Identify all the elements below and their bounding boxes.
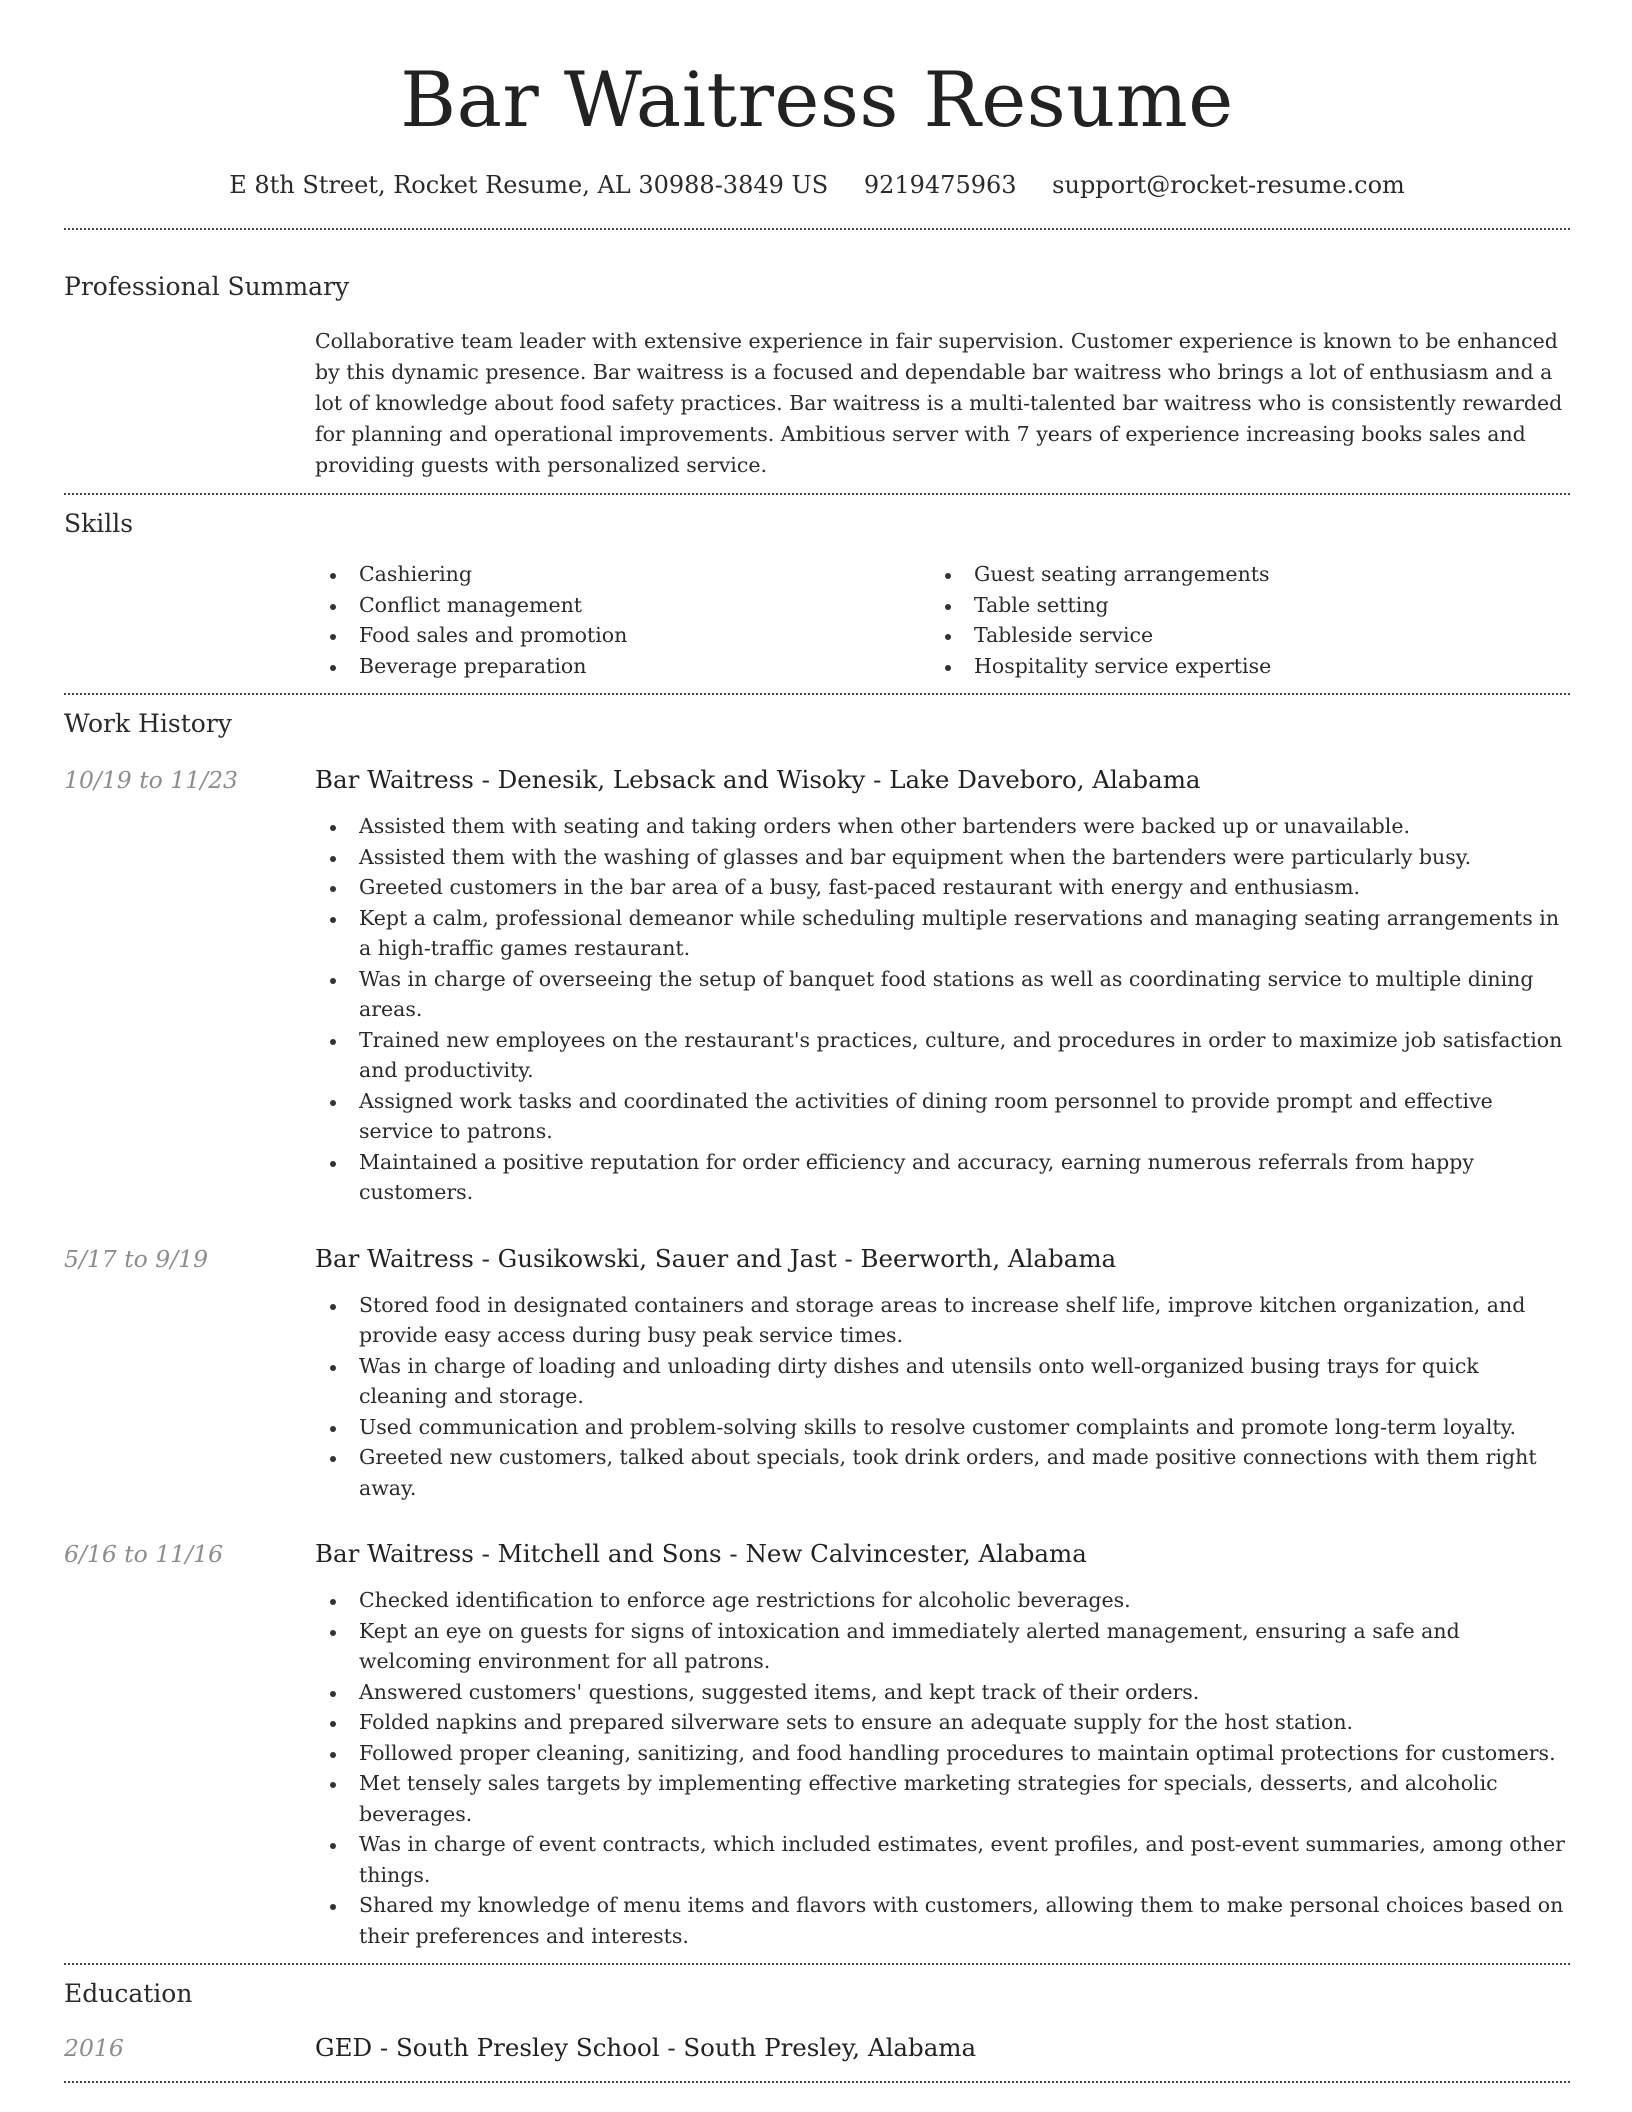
job-bullets bbox=[315, 811, 1570, 1208]
job-body bbox=[315, 1537, 1570, 1963]
job-bullet: Trained new employees on the restaurant's practices, culture, and procedures in order to maximize job satisfaction and productivity. bbox=[315, 1025, 1570, 1086]
summary-text: Collaborative team leader with extensive experience in fair supervision. Customer experience is known to be enhanced by this dynamic presence. Bar waitress is a focused and dependable bar waitress who brings a lot of enthusiasm and a lot of knowledge about food safety practices. Bar waitress is a multi-talented bar waitress who is consistently rewarded for planning and operational improvements. Ambitious server with 7 years of experience increasing books sales and providing guests with personalized service. bbox=[315, 329, 1563, 477]
divider bbox=[64, 493, 1570, 495]
contact-address: E 8th Street, Rocket Resume, AL 30988-3849 US bbox=[229, 171, 829, 199]
contact-email: support@rocket-resume.com bbox=[1052, 171, 1405, 199]
job-bullet: Was in charge of overseeing the setup of banquet food stations as well as coordinating service to multiple dining areas. bbox=[315, 964, 1570, 1025]
skill-item: Table setting bbox=[930, 590, 1545, 621]
job-header: Bar Waitress - Mitchell and Sons - New Calvincester, Alabama bbox=[315, 1539, 1087, 1568]
job-bullet: Answered customers' questions, suggested items, and kept track of their orders. bbox=[315, 1677, 1570, 1708]
contact-line bbox=[64, 168, 1570, 202]
contact-phone: 9219475963 bbox=[863, 171, 1017, 199]
resume-title: Bar Waitress Resume bbox=[400, 55, 1234, 144]
job-date: 10/19 to 11/23 bbox=[64, 766, 238, 794]
skill-item: Food sales and promotion bbox=[315, 620, 930, 651]
section-title-work: Work History bbox=[64, 709, 232, 738]
job-bullet: Was in charge of loading and unloading dirty dishes and utensils onto well-organized busing trays for quick cleaning and storage. bbox=[315, 1351, 1570, 1412]
skill-item: Tableside service bbox=[930, 620, 1545, 651]
job-bullet: Maintained a positive reputation for order efficiency and accuracy, earning numerous referrals from happy customers. bbox=[315, 1147, 1570, 1208]
job-bullet: Greeted new customers, talked about specials, took drink orders, and made positive connections with them right away. bbox=[315, 1442, 1570, 1503]
job-header: Bar Waitress - Denesik, Lebsack and Wisoky - Lake Daveboro, Alabama bbox=[315, 765, 1201, 794]
skill-item: Conflict management bbox=[315, 590, 930, 621]
job-body bbox=[315, 1242, 1570, 1504]
skill-item: Beverage preparation bbox=[315, 651, 930, 682]
job-bullet: Followed proper cleaning, sanitizing, and food handling procedures to maintain optimal protections for customers. bbox=[315, 1738, 1570, 1769]
education-header: GED - South Presley School - South Presley, Alabama bbox=[315, 2033, 977, 2062]
job-bullets bbox=[315, 1585, 1570, 1951]
education-entry bbox=[64, 2031, 1570, 2065]
job-bullet: Met tensely sales targets by implementing effective marketing strategies for specials, desserts, and alcoholic beverages. bbox=[315, 1768, 1570, 1829]
job-bullet: Was in charge of event contracts, which included estimates, event profiles, and post-event summaries, among other things. bbox=[315, 1829, 1570, 1890]
divider bbox=[64, 693, 1570, 695]
education-date: 2016 bbox=[64, 2034, 124, 2062]
job-bullet: Assigned work tasks and coordinated the activities of dining room personnel to provide prompt and effective service to patrons. bbox=[315, 1086, 1570, 1147]
skill-item: Guest seating arrangements bbox=[930, 559, 1545, 590]
job-entry bbox=[64, 763, 1570, 1208]
education-body bbox=[315, 2031, 1570, 2065]
skills-column-left bbox=[315, 559, 930, 681]
job-bullet: Checked identification to enforce age restrictions for alcoholic beverages. bbox=[315, 1585, 1570, 1616]
job-bullet: Assisted them with seating and taking orders when other bartenders were backed up or unavailable. bbox=[315, 811, 1570, 842]
job-bullet: Stored food in designated containers and storage areas to increase shelf life, improve kitchen organization, and provide easy access during busy peak service times. bbox=[315, 1290, 1570, 1351]
job-bullet: Kept a calm, professional demeanor while scheduling multiple reservations and managing seating arrangements in a high-traffic games restaurant. bbox=[315, 903, 1570, 964]
job-date: 6/16 to 11/16 bbox=[64, 1540, 224, 1568]
section-title-education: Education bbox=[64, 1979, 193, 2008]
skill-item: Cashiering bbox=[315, 559, 930, 590]
job-bullet: Folded napkins and prepared silverware sets to ensure an adequate supply for the host station. bbox=[315, 1707, 1570, 1738]
divider bbox=[64, 228, 1570, 230]
resume-page bbox=[64, 0, 1570, 2083]
skills-list bbox=[315, 559, 1570, 681]
job-body bbox=[315, 763, 1570, 1208]
job-bullet: Used communication and problem-solving skills to resolve customer complaints and promote long-term loyalty. bbox=[315, 1412, 1570, 1443]
skill-item: Hospitality service expertise bbox=[930, 651, 1545, 682]
job-bullet: Greeted customers in the bar area of a busy, fast-paced restaurant with energy and enthusiasm. bbox=[315, 872, 1570, 903]
section-title-skills: Skills bbox=[64, 509, 134, 538]
divider bbox=[64, 2081, 1570, 2083]
divider bbox=[64, 1963, 1570, 1965]
section-title-summary: Professional Summary bbox=[64, 272, 350, 301]
job-entry bbox=[64, 1537, 1570, 1963]
job-bullet: Kept an eye on guests for signs of intoxication and immediately alerted management, ensuring a safe and welcoming environment for all patrons. bbox=[315, 1616, 1570, 1677]
job-bullets bbox=[315, 1290, 1570, 1504]
job-bullet: Shared my knowledge of menu items and flavors with customers, allowing them to make personal choices based on their preferences and interests. bbox=[315, 1890, 1570, 1951]
job-date: 5/17 to 9/19 bbox=[64, 1244, 209, 1273]
skills-column-right bbox=[930, 559, 1545, 681]
job-header: Bar Waitress - Gusikowski, Sauer and Jast - Beerworth, Alabama bbox=[315, 1243, 1117, 1273]
job-bullet: Assisted them with the washing of glasses and bar equipment when the bartenders were particularly busy. bbox=[315, 842, 1570, 873]
job-entry bbox=[64, 1242, 1570, 1504]
